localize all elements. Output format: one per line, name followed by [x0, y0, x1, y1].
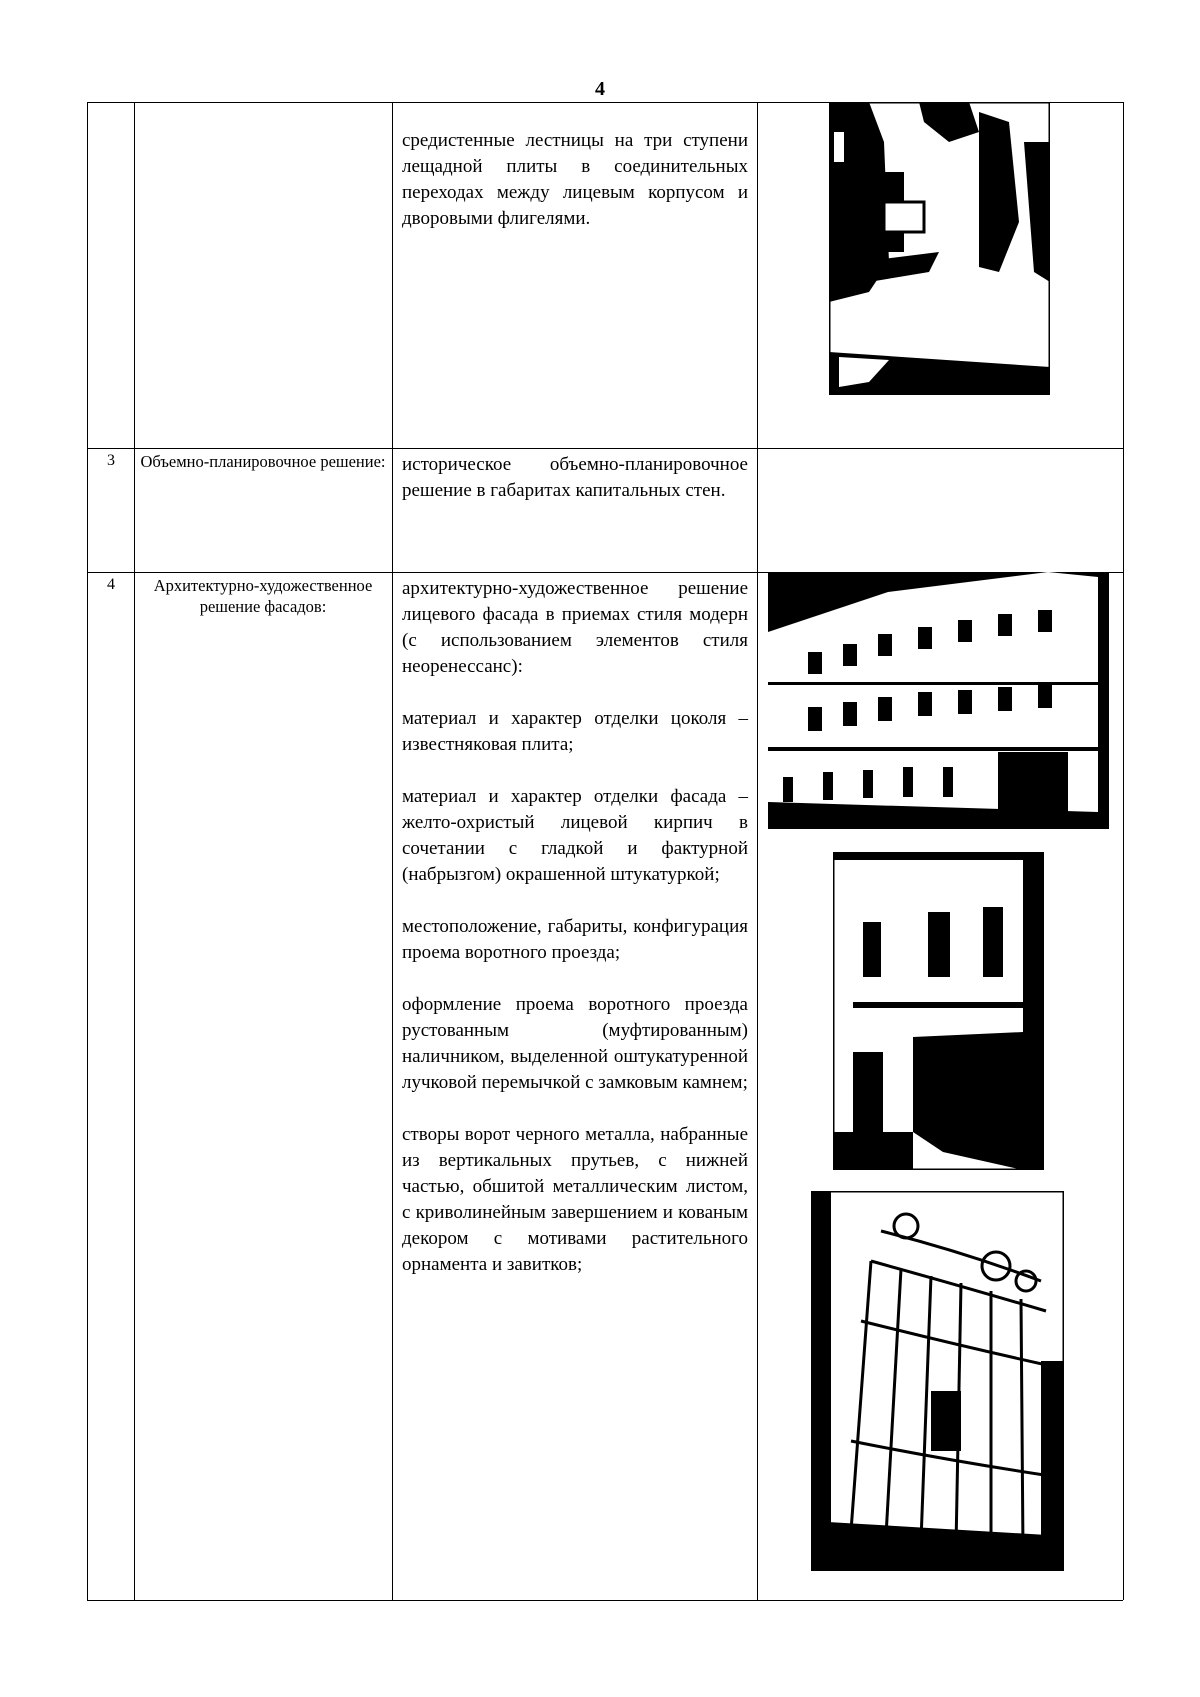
- row-1-description: [402, 128, 748, 258]
- table-border-bottom: [87, 1600, 1123, 1601]
- row-name: Объемно-планировочное решение:: [140, 452, 386, 471]
- description-paragraph: средистенные лестницы на три ступени лещадной плиты в соединительных переходах между лицевым корпусом и дворовыми флигелями.: [402, 130, 748, 229]
- column-divider: [392, 102, 393, 1600]
- facade-photo: [768, 572, 1109, 829]
- row-number: 3: [107, 452, 115, 469]
- column-divider: [757, 102, 758, 1600]
- description-paragraph: историческое объемно-планировочное решение в габаритах капитальных стен.: [402, 454, 748, 501]
- gate-passage-photo: [833, 852, 1044, 1170]
- description-paragraph: оформление проема воротного проезда рустованным (муфтированным) наличником, выделенной оштукатуренной лучковой перемычкой с замковым камнем;: [402, 994, 748, 1093]
- row-number: 4: [107, 576, 115, 593]
- description-paragraph: створы ворот черного металла, набранные из вертикальных прутьев, с нижней частью, обшитой металлическим листом, с криволинейным завершением и кованым декором с мотивами растительного орнамента и завитков;: [402, 1124, 748, 1275]
- page-number: 4: [595, 78, 605, 100]
- description-paragraph: архитектурно-художественное решение лицевого фасада в приемах стиля модерн (с использованием элементов стиля неоренессанс):: [402, 578, 748, 677]
- description-paragraph: местоположение, габариты, конфигурация проема воротного проезда;: [402, 916, 748, 963]
- column-divider: [87, 102, 88, 1600]
- gate-ironwork-photo: [811, 1191, 1064, 1571]
- description-paragraph: материал и характер отделки цоколя – известняковая плита;: [402, 708, 748, 755]
- description-paragraph: материал и характер отделки фасада – желто-охристый лицевой кирпич в сочетании с гладкой и фактурной (набрызгом) окрашенной штукатуркой;: [402, 786, 748, 885]
- row-3-description: [402, 452, 748, 530]
- column-divider: [134, 102, 135, 1600]
- column-divider: [1123, 102, 1124, 1600]
- row-divider: [87, 448, 1123, 449]
- row-name: Архитектурно-художественное решение фасадов:: [153, 576, 373, 616]
- interior-passage-photo: [829, 102, 1050, 395]
- row-4-description: [402, 576, 748, 1304]
